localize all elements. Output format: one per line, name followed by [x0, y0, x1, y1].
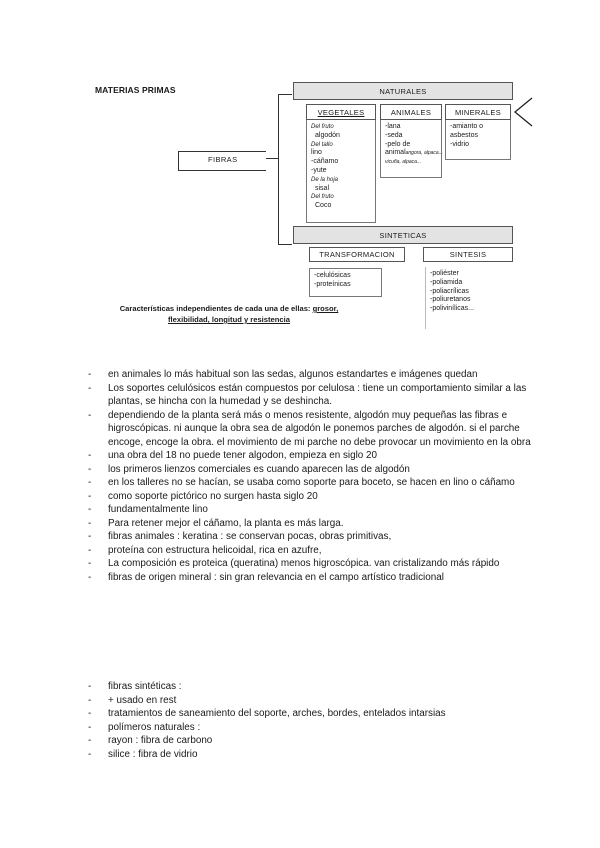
list-item: algodón [315, 131, 340, 139]
list-item: sisal [315, 184, 330, 192]
vegetales-list [306, 120, 376, 223]
fibras-connector [266, 158, 278, 159]
list-item: - fibras sintéticas : [88, 680, 533, 694]
list-item: - Para retener mejor el cáñamo, la planta es más larga. [88, 517, 533, 531]
transformacion-header: TRANSFORMACION [309, 247, 405, 262]
animales-header: ANIMALES [380, 104, 442, 120]
minerales-header: MINERALES [445, 104, 511, 120]
list-item: - polímeros naturales : [88, 721, 533, 735]
caption-text: Características independientes de cada una de ellas: [119, 304, 313, 313]
list-item: -poliéster [430, 270, 459, 277]
list-item: -poliuretanos [430, 296, 471, 304]
list-item: - dependiendo de la planta será más o menos resistente, algodón muy pequeñas las fibras e higroscópicas. ni aunque la obra sea de algodón le ponemos parches de algodón. si el parche encoge, encoge la obra. el movimiento de mi parche no debe provocar un movimiento en la obra [88, 409, 533, 450]
list-item-detail: vicuña, alpaca... [385, 159, 422, 166]
list-item: - proteína con estructura helicoidal, rica en azufre, [88, 544, 533, 558]
list-item-detail: angora, alpaca... [405, 150, 443, 157]
list-item: Del fruto [311, 194, 334, 201]
list-item: - los primeros lienzos comerciales es cuando aparecen las de algodón [88, 463, 533, 477]
list-item: - tratamientos de saneamiento del soporte, arches, bordes, entelados intarsias [88, 707, 533, 721]
list-item: De la hoja [311, 176, 339, 183]
list-item: - rayon : fibra de carbono [88, 734, 533, 748]
list-item: - como soporte pictórico no surgen hasta siglo 20 [88, 490, 533, 504]
fibras-label: FIBRAS [208, 155, 238, 164]
list-item: - fibras animales : keratina : se conservan pocas, obras primitivas, [88, 530, 533, 544]
transformacion-list [309, 268, 382, 297]
list-item: asbestos [450, 131, 479, 139]
list-item: -seda [385, 131, 403, 139]
bracket-top-tick [278, 94, 292, 95]
characteristics-caption [95, 303, 363, 325]
list-item: - fibras de origen mineral : sin gran relevancia en el campo artístico tradicional [88, 571, 533, 585]
list-item: -amianto o [450, 123, 484, 130]
list-item: Del tallo [311, 141, 333, 148]
notes-list [88, 368, 533, 584]
list-item: -proteínicas [314, 280, 351, 288]
list-item: -celulósicas [314, 272, 351, 279]
list-item: - en los talleres no se hacían, se usaba como soporte para boceto, se hacen en lino o cáñamo [88, 476, 533, 490]
animales-list [380, 120, 442, 178]
list-item: - fundamentalmente lino [88, 503, 533, 517]
vegetales-header: VEGETALES [306, 104, 376, 120]
caption-underlined: flexibilidad, longitud y resistencia [168, 315, 290, 324]
list-item: -poliacrílicas [430, 287, 469, 295]
list-item: - Los soportes celulósicos están compuestos por celulosa : tiene un comportamiento similar a las plantas, se hincha con la humedad y se deshincha. [88, 382, 533, 409]
list-item: -cáñamo [311, 158, 339, 166]
list-item: - una obra del 18 no puede tener algodon, empieza en siglo 20 [88, 449, 533, 463]
list-item: - La composición es proteica (queratina) menos higroscópica. van cristalizando más rápido [88, 557, 533, 571]
list-item: -polivinílicas... [430, 305, 474, 313]
chevron-right-icon [512, 96, 534, 128]
list-item: Coco [315, 202, 332, 210]
notes-list-synthetic [88, 680, 533, 761]
list-item: -poliamida [430, 278, 463, 286]
minerales-list [445, 120, 511, 160]
sintesis-list [425, 267, 505, 329]
naturales-header: NATURALES [293, 82, 513, 100]
main-bracket [278, 94, 279, 244]
list-item: -pelo de [385, 140, 411, 148]
page-title: MATERIAS PRIMAS [95, 85, 176, 95]
list-item: - silice : fibra de vidrio [88, 748, 533, 762]
list-item: -lana [385, 123, 401, 130]
list-item: lino [311, 149, 322, 157]
bracket-bottom-tick [278, 244, 292, 245]
list-item: -yute [311, 166, 327, 174]
sinteticas-header: SINTETICAS [293, 226, 513, 244]
list-item: Del fruto [311, 124, 334, 130]
list-item: -vidrio [450, 140, 470, 148]
caption-underlined: grosor, [312, 304, 339, 313]
list-item: animal [385, 149, 406, 157]
list-item: - + usado en rest [88, 694, 533, 708]
list-item: - en animales lo más habitual son las sedas, algunos estandartes e imágenes quedan [88, 368, 533, 382]
sintesis-header: SINTESIS [423, 247, 513, 262]
